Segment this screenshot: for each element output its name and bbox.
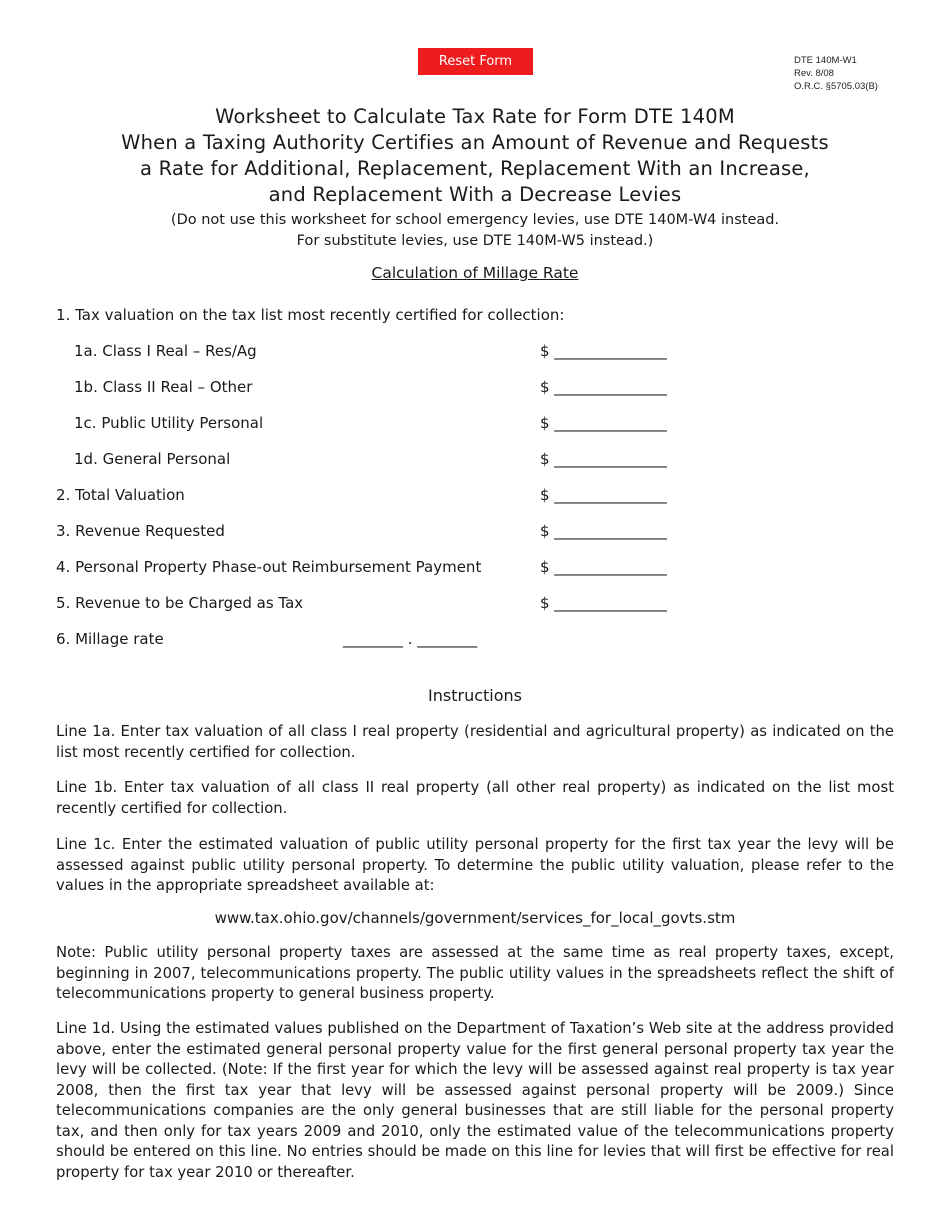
line-1d-field[interactable]: $ _______________ [540, 450, 667, 468]
title-line-3: a Rate for Additional, Replacement, Replacement With an Increase, [140, 157, 810, 180]
line-2-label: 2. Total Valuation [56, 486, 185, 504]
instruction-line-1d: Line 1d. Using the estimated values published on the Department of Taxation’s Web site at the address provided above, enter the estimated general personal property value for the first general personal property tax year the levy will be collected. (Note: If the first year for which the levy will be assessed against real property is tax year 2008, then the first tax year that levy will be assessed against personal property will be 2009.) Since telecommunications companies are the only general businesses that are still liable for the personal property tax, and then only for tax years 2009 and 2010, only the estimated value of the telecommunications property should be entered on this line. No entries should be made on this line for levies that will first be effective for real property for tax year 2010 or thereafter. [56, 1020, 894, 1181]
instruction-line-1a: Line 1a. Enter tax valuation of all class I real property (residential and agricultural property) as indicated on the list most recently certified for collection. [56, 723, 894, 761]
instruction-line-1b: Line 1b. Enter tax valuation of all class II real property (all other real property) as indicated on the list most recently certified for collection. [56, 779, 894, 817]
instructions-heading: Instructions [428, 686, 522, 705]
line-1b-field[interactable]: $ _______________ [540, 378, 667, 396]
line-1c-label: 1c. Public Utility Personal [74, 414, 264, 432]
form-revision: Rev. 8/08 [794, 68, 834, 79]
instruction-line-1c: Line 1c. Enter the estimated valuation of public utility personal property for the first tax year the levy will be assessed against public utility personal property. To determine the public utility valuation, please refer to the values in the appropriate spreadsheet available at: [56, 836, 894, 894]
title-note [0, 210, 950, 252]
form-number: DTE 140M-W1 [794, 55, 857, 66]
line-1-label: 1. Tax valuation on the tax list most recently certified for collection: [56, 306, 565, 324]
line-4-field[interactable]: $ _______________ [540, 558, 667, 576]
form-identifier [794, 54, 878, 93]
line-1a-field[interactable]: $ _______________ [540, 342, 667, 360]
line-2-field[interactable]: $ _______________ [540, 486, 667, 504]
line-6-label: 6. Millage rate [56, 630, 164, 648]
reset-form-button[interactable]: Reset Form [418, 48, 533, 75]
line-1b-label: 1b. Class II Real – Other [74, 378, 253, 396]
line-3-label: 3. Revenue Requested [56, 522, 225, 540]
line-3-field[interactable]: $ _______________ [540, 522, 667, 540]
title-line-1: Worksheet to Calculate Tax Rate for Form DTE 140M [215, 105, 735, 128]
line-1c-field[interactable]: $ _______________ [540, 414, 667, 432]
instruction-note: Note: Public utility personal property taxes are assessed at the same time as real property taxes, except, beginning in 2007, telecommunications property. The public utility values in the spreadsheets reflect the shift of telecommunications property to general business property. [56, 944, 894, 1002]
page-title [0, 104, 950, 208]
tax-website-link[interactable]: www.tax.ohio.gov/channels/government/services_for_local_govts.stm [214, 909, 736, 927]
line-4-label: 4. Personal Property Phase-out Reimbursement Payment [56, 558, 482, 576]
title-note-line-1: (Do not use this worksheet for school emergency levies, use DTE 140M-W4 instead. [170, 212, 780, 228]
line-1a-label: 1a. Class I Real – Res/Ag [74, 342, 257, 360]
line-5-field[interactable]: $ _______________ [540, 594, 667, 612]
line-5-label: 5. Revenue to be Charged as Tax [56, 594, 304, 612]
title-line-4: and Replacement With a Decrease Levies [268, 183, 682, 206]
calculation-heading: Calculation of Millage Rate [371, 264, 579, 282]
millage-rate-field[interactable]: ________ . ________ [343, 630, 478, 648]
title-line-2: When a Taxing Authority Certifies an Amount of Revenue and Requests [121, 131, 829, 154]
line-1d-label: 1d. General Personal [74, 450, 231, 468]
form-statute: O.R.C. §5705.03(B) [794, 81, 878, 92]
title-note-line-2: For substitute levies, use DTE 140M-W5 instead.) [296, 233, 654, 249]
